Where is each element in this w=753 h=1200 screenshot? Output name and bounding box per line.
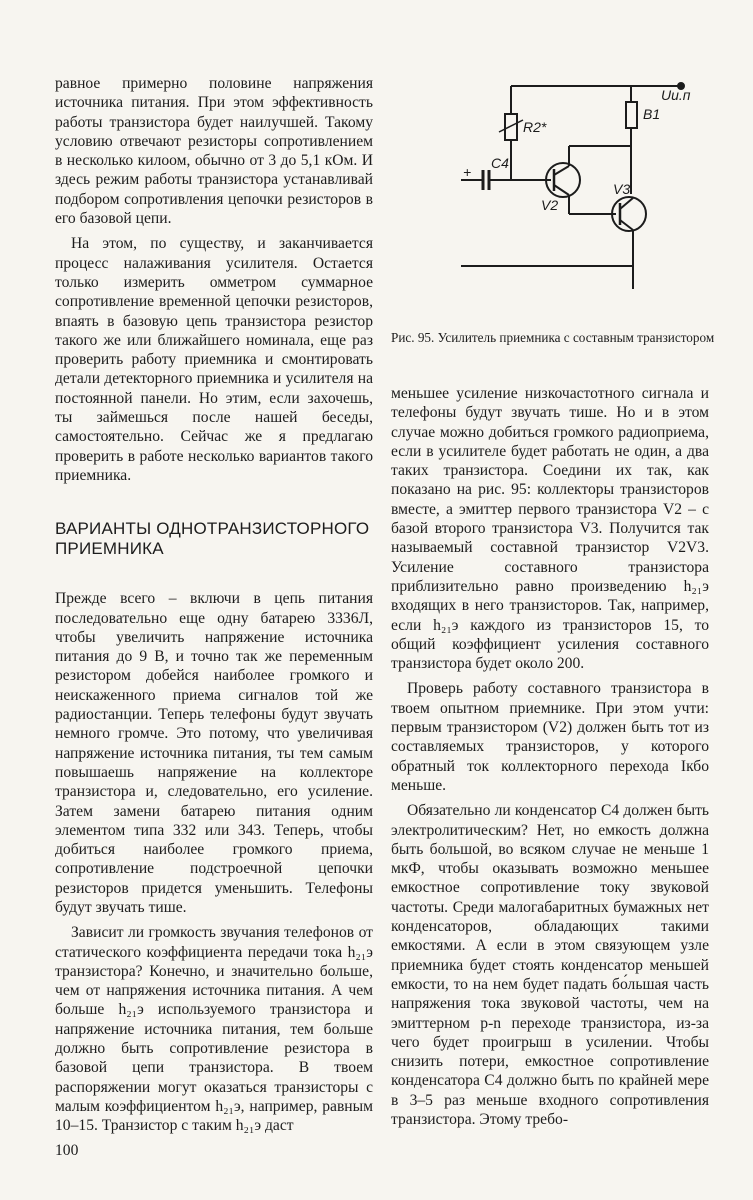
label-r2: R2* xyxy=(523,119,547,135)
left-text-column xyxy=(55,74,373,1136)
label-v2: V2 xyxy=(541,197,559,213)
right-paragraph-1: меньшее усиление низкочастотного сигнала и телефоны будут звучать тише. Но и в этом случае можно добиться громкого радиоприема, если в усилителе будет работать не один, а два таких транзистора. Соедини их так, как показано на рис. 95: коллекторы транзисторов вместе, а эмиттер первого транзистора V2 – с базой второго транзистора V3. Получится так называемый составной транзистор V2V3. Усиление составного транзистора приблизительно равно произведению h₂₁э входящих в него транзисторов. Так, например, если h₂₁э каждого из транзисторов 15, то общий коэффициент усиления составного транзистора будет около 200. xyxy=(391,385,709,673)
label-c4: C4 xyxy=(491,155,509,171)
left-paragraph-4: Зависит ли громкость звучания телефонов от статического коэффициента передачи тока h₂₁э транзистора? Конечно, и значительно больше, чем от напряжения источника питания. А чем больше h₂₁э используемого транзистора и напряжение источника питания, тем больше должно быть сопротивление резистора в базовой цепи транзистора. В твоем распоряжении могут оказаться транзисторы с малым коэффициентом h₂₁э, например, равным 10–15. Транзистор с таким h₂₁э даст xyxy=(55,924,373,1135)
label-b1: B1 xyxy=(643,106,661,122)
label-supply: Uи.п xyxy=(661,87,691,103)
label-v3: V3 xyxy=(613,181,631,197)
right-paragraph-2: Проверь работу составного транзистора в твоем опытном приемнике. При этом учти: первым транзистором (V2) должен быть тот из составляемых транзисторов, у которого обратный ток коллекторного перехода Iкбо меньше. xyxy=(391,680,709,794)
left-paragraph-1: равное примерно половине напряжения источника питания. При этом эффективность работы транзистора будет наилучшей. Такому условию отвечают резисторы сопротивлением в несколько килоом, обычно от 3 до 5,1 кОм. И здесь режим работы транзистора устанавливай подбором сопротивления цепочки резисторов в его базовой цепи. xyxy=(55,75,373,228)
right-text-column xyxy=(391,384,709,1129)
right-paragraph-3: Обязательно ли конденсатор C4 должен быть электролитическим? Нет, но емкость должна быть большой, во всяком случае не меньше 1 мкФ, чтобы оказывать возможно меньшее емкостное сопротивление току звуковой частоты. Среди малогабаритных бумажных нет конденсаторов, обладающих такими емкостями. А если в этом связующем узле приемника будет стоять конденсатор меньшей емкости, то на нем будет падать бо́льшая часть напряжения тока звуковой частоты, чем на эмиттерном p-n переходе транзистора, из-за чего будет проигрыш в усилении. Чтобы снизить потери, емкостное сопротивление конденсатора C4 должно быть по крайней мере в 3–5 раз меньше входного сопротивления транзистора. Этому требо- xyxy=(391,802,709,1128)
left-paragraph-2: На этом, по существу, и заканчивается процесс налаживания усилителя. Остается только измерить омметром суммарное сопротивление временной цепочки резисторов, впаять в базовую цепь транзистора резистор такого же или ближайшего номинала, еще раз проверить работу приемника и смонтировать детали детекторного приемника и усилителя на постоянной панели. Но этим, если захочешь, ты займешься после нашей беседы, самостоятельно. Сейчас же я предлагаю проверить в работе несколько вариантов такого приемника. xyxy=(55,235,373,484)
page-number: 100 xyxy=(55,1142,79,1159)
label-plus: + xyxy=(463,164,472,180)
circuit-diagram xyxy=(391,74,709,310)
left-paragraph-3: Прежде всего – включи в цепь питания последовательно еще одну батарею 3336Л, чтобы увеличить напряжение источника питания до 9 В, и точно так же переменным резистором добейся наиболее громкого и неискаженного приема сигналов той же радиостанции. Теперь телефоны будут звучать немного громче. Это потому, что увеличивая напряжение источника питания, ты тем самым повышаешь напряжение на коллекторе транзистора и, следовательно, его усиление. Затем замени батарею питания одним элементом типа 332 или 343. Теперь, чтобы добиться наиболее громкого приема, сопротивление подстроечной цепочки резисторов придется уменьшить. Телефоны будут звучать тише. xyxy=(55,590,373,916)
figure-caption: Рис. 95. Усилитель приемника с составным транзистором xyxy=(391,330,715,345)
section-heading: ВАРИАНТЫ ОДНОТРАНЗИСТОРНОГО ПРИЕМНИКА xyxy=(55,519,370,559)
